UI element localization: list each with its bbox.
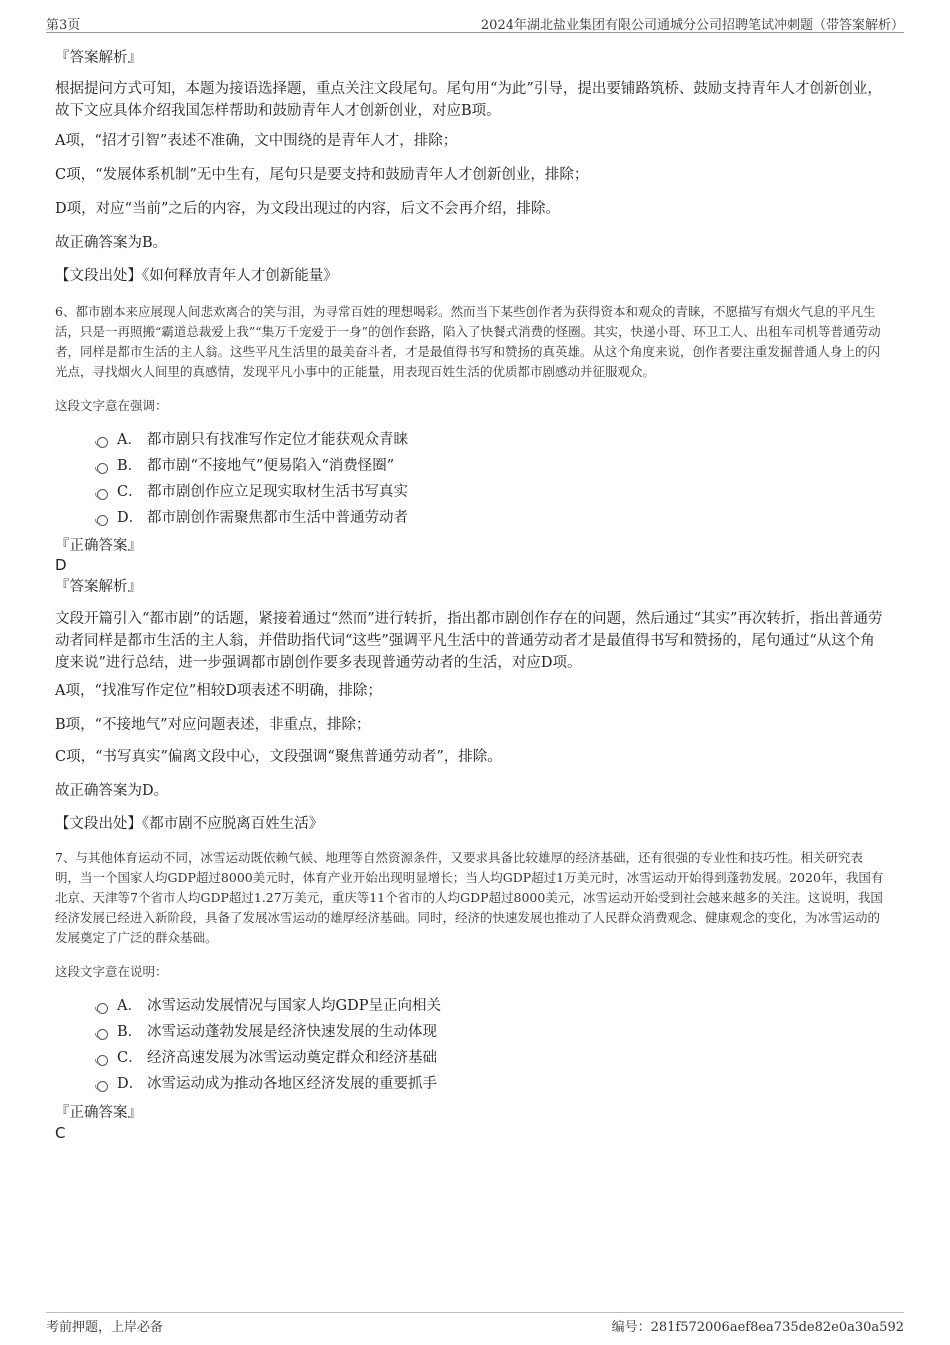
q7-answer: C xyxy=(55,1124,66,1142)
radio-icon[interactable] xyxy=(97,515,108,526)
document-id: 编号：281f572006aef8ea735de82e0a30a592 xyxy=(611,1320,904,1335)
q6-conclusion: 故正确答案为D。 xyxy=(55,783,169,799)
q7-option-d[interactable]: D． 冰雪运动成为推动各地区经济发展的重要抓手 xyxy=(97,1073,437,1095)
q6-option-b[interactable]: B． 都市剧“不接地气”便易陷入“消费怪圈” xyxy=(97,455,394,477)
radio-icon[interactable] xyxy=(97,1055,108,1066)
q6-answer-label: 『正确答案』 xyxy=(55,538,142,554)
radio-icon[interactable] xyxy=(97,489,108,500)
q6-answer: D xyxy=(55,556,67,574)
q7-question: 这段文字意在说明： xyxy=(55,964,168,979)
page-number: 第3页 xyxy=(46,18,81,33)
q6-option-d[interactable]: D． 都市剧创作需聚焦都市生活中普通劳动者 xyxy=(97,507,408,529)
q6-source: 【文段出处】《都市剧不应脱离百姓生活》 xyxy=(55,816,324,832)
q5-analysis-label: 『答案解析』 xyxy=(55,50,142,66)
radio-icon[interactable] xyxy=(97,437,108,448)
q6-option-c[interactable]: C． 都市剧创作应立足现实取材生活书写真实 xyxy=(97,481,408,503)
q6-analysis: 文段开篇引入“都市剧”的话题，紧接着通过“然而”进行转折，指出都市剧创作存在的问题，然后通过“其实”再次转折，指出普通劳动者同样是都市生活的主人翁，并借助指代词“这些”强调平凡生活中的普通劳动者才是最值得书写和赞扬的，尾句通过“从这个角度来说”进行总结，进一步强调都市剧创作要多表现普通劳动者的生活，对应D项。 xyxy=(55,611,883,671)
q7-option-b[interactable]: B． 冰雪运动蓬勃发展是经济快速发展的生动体现 xyxy=(97,1021,437,1043)
q7-option-a[interactable]: A． 冰雪运动发展情况与国家人均GDP呈正向相关 xyxy=(97,995,441,1017)
q6-option-a[interactable]: A． 都市剧只有找准写作定位才能获观众青睐 xyxy=(97,429,408,451)
q6-option-c-analysis: C项，“书写真实”偏离文段中心，文段强调“聚焦普通劳动者”，排除。 xyxy=(55,749,502,765)
q6-stem: 6、都市剧本来应展现人间悲欢离合的笑与泪，为寻常百姓的理想喝彩。然而当下某些创作者为获得资本和观众的青睐，不愿描写有烟火气息的平凡生活，只是一再照搬“霸道总裁爱上我”“集万千宠爱于一身”的创作套路，陷入了快餐式消费的怪圈。其实，快递小哥、环卫工人、出租车司机等普通劳动者，同样是都市生活的主人翁。这些平凡生活里的最美奋斗者，才是最值得书写和赞扬的真英雄。从这个角度来说，创作者要注重发掘普通人身上的闪光点，寻找烟火人间里的真感情，发现平凡小事中的正能量，用表现百姓生活的优质都市剧感动并征服观众。 xyxy=(55,304,881,379)
document-title: 2024年湖北盐业集团有限公司通城分公司招聘笔试冲刺题（带答案解析） xyxy=(480,18,904,33)
q7-stem: 7、与其他体育运动不同，冰雪运动既依赖气候、地理等自然资源条件，又要求具备比较雄厚的经济基础，还有很强的专业性和技巧性。相关研究表明，当一个国家人均GDP超过8000美元时，体育产业开始出现明显增长；当人均GDP超过1万美元时，冰雪运动开始得到蓬勃发展。2020年，我国有北京、天津等7个省市人均GDP超过1.27万美元，重庆等11个省市的人均GDP超过8000美元，冰雪运动开始受到社会越来越多的关注。这说明，我国经济发展已经进入新阶段，具备了发展冰雪运动的雄厚经济基础。同时，经济的快速发展也推动了人民群众消费观念、健康观念的变化，为冰雪运动的发展奠定了广泛的群众基础。 xyxy=(55,850,884,945)
q5-source: 【文段出处】《如何释放青年人才创新能量》 xyxy=(55,268,338,284)
q5-conclusion: 故正确答案为B。 xyxy=(55,235,168,251)
page-header xyxy=(46,12,904,33)
q5-option-d-analysis: D项，对应“当前”之后的内容，为文段出现过的内容，后文不会再介绍，排除。 xyxy=(55,201,560,217)
q6-question: 这段文字意在强调： xyxy=(55,398,168,413)
radio-icon[interactable] xyxy=(97,1081,108,1092)
q6-option-a-analysis: A项，“找准写作定位”相较D项表述不明确，排除； xyxy=(55,683,382,699)
radio-icon[interactable] xyxy=(97,1029,108,1040)
footer-slogan: 考前押题，上岸必备 xyxy=(46,1320,164,1335)
q6-option-b-analysis: B项，“不接地气”对应问题表述，非重点，排除； xyxy=(55,717,371,733)
q5-option-c-analysis: C项，“发展体系机制”无中生有，尾句只是要支持和鼓励青年人才创新创业，排除； xyxy=(55,167,589,183)
radio-icon[interactable] xyxy=(97,463,108,474)
q7-answer-label: 『正确答案』 xyxy=(55,1105,142,1121)
q5-option-a-analysis: A项，“招才引智”表述不准确，文中围绕的是青年人才，排除； xyxy=(55,133,458,149)
page-footer xyxy=(46,1312,904,1335)
q7-option-c[interactable]: C． 经济高速发展为冰雪运动奠定群众和经济基础 xyxy=(97,1047,437,1069)
q6-analysis-label: 『答案解析』 xyxy=(55,579,142,595)
radio-icon[interactable] xyxy=(97,1003,108,1014)
q5-analysis: 根据提问方式可知，本题为接语选择题，重点关注文段尾句。尾句用“为此”引导，提出要铺路筑桥、鼓励支持青年人才创新创业，故下文应具体介绍我国怎样帮助和鼓励青年人才创新创业，对应B项。 xyxy=(55,81,882,119)
